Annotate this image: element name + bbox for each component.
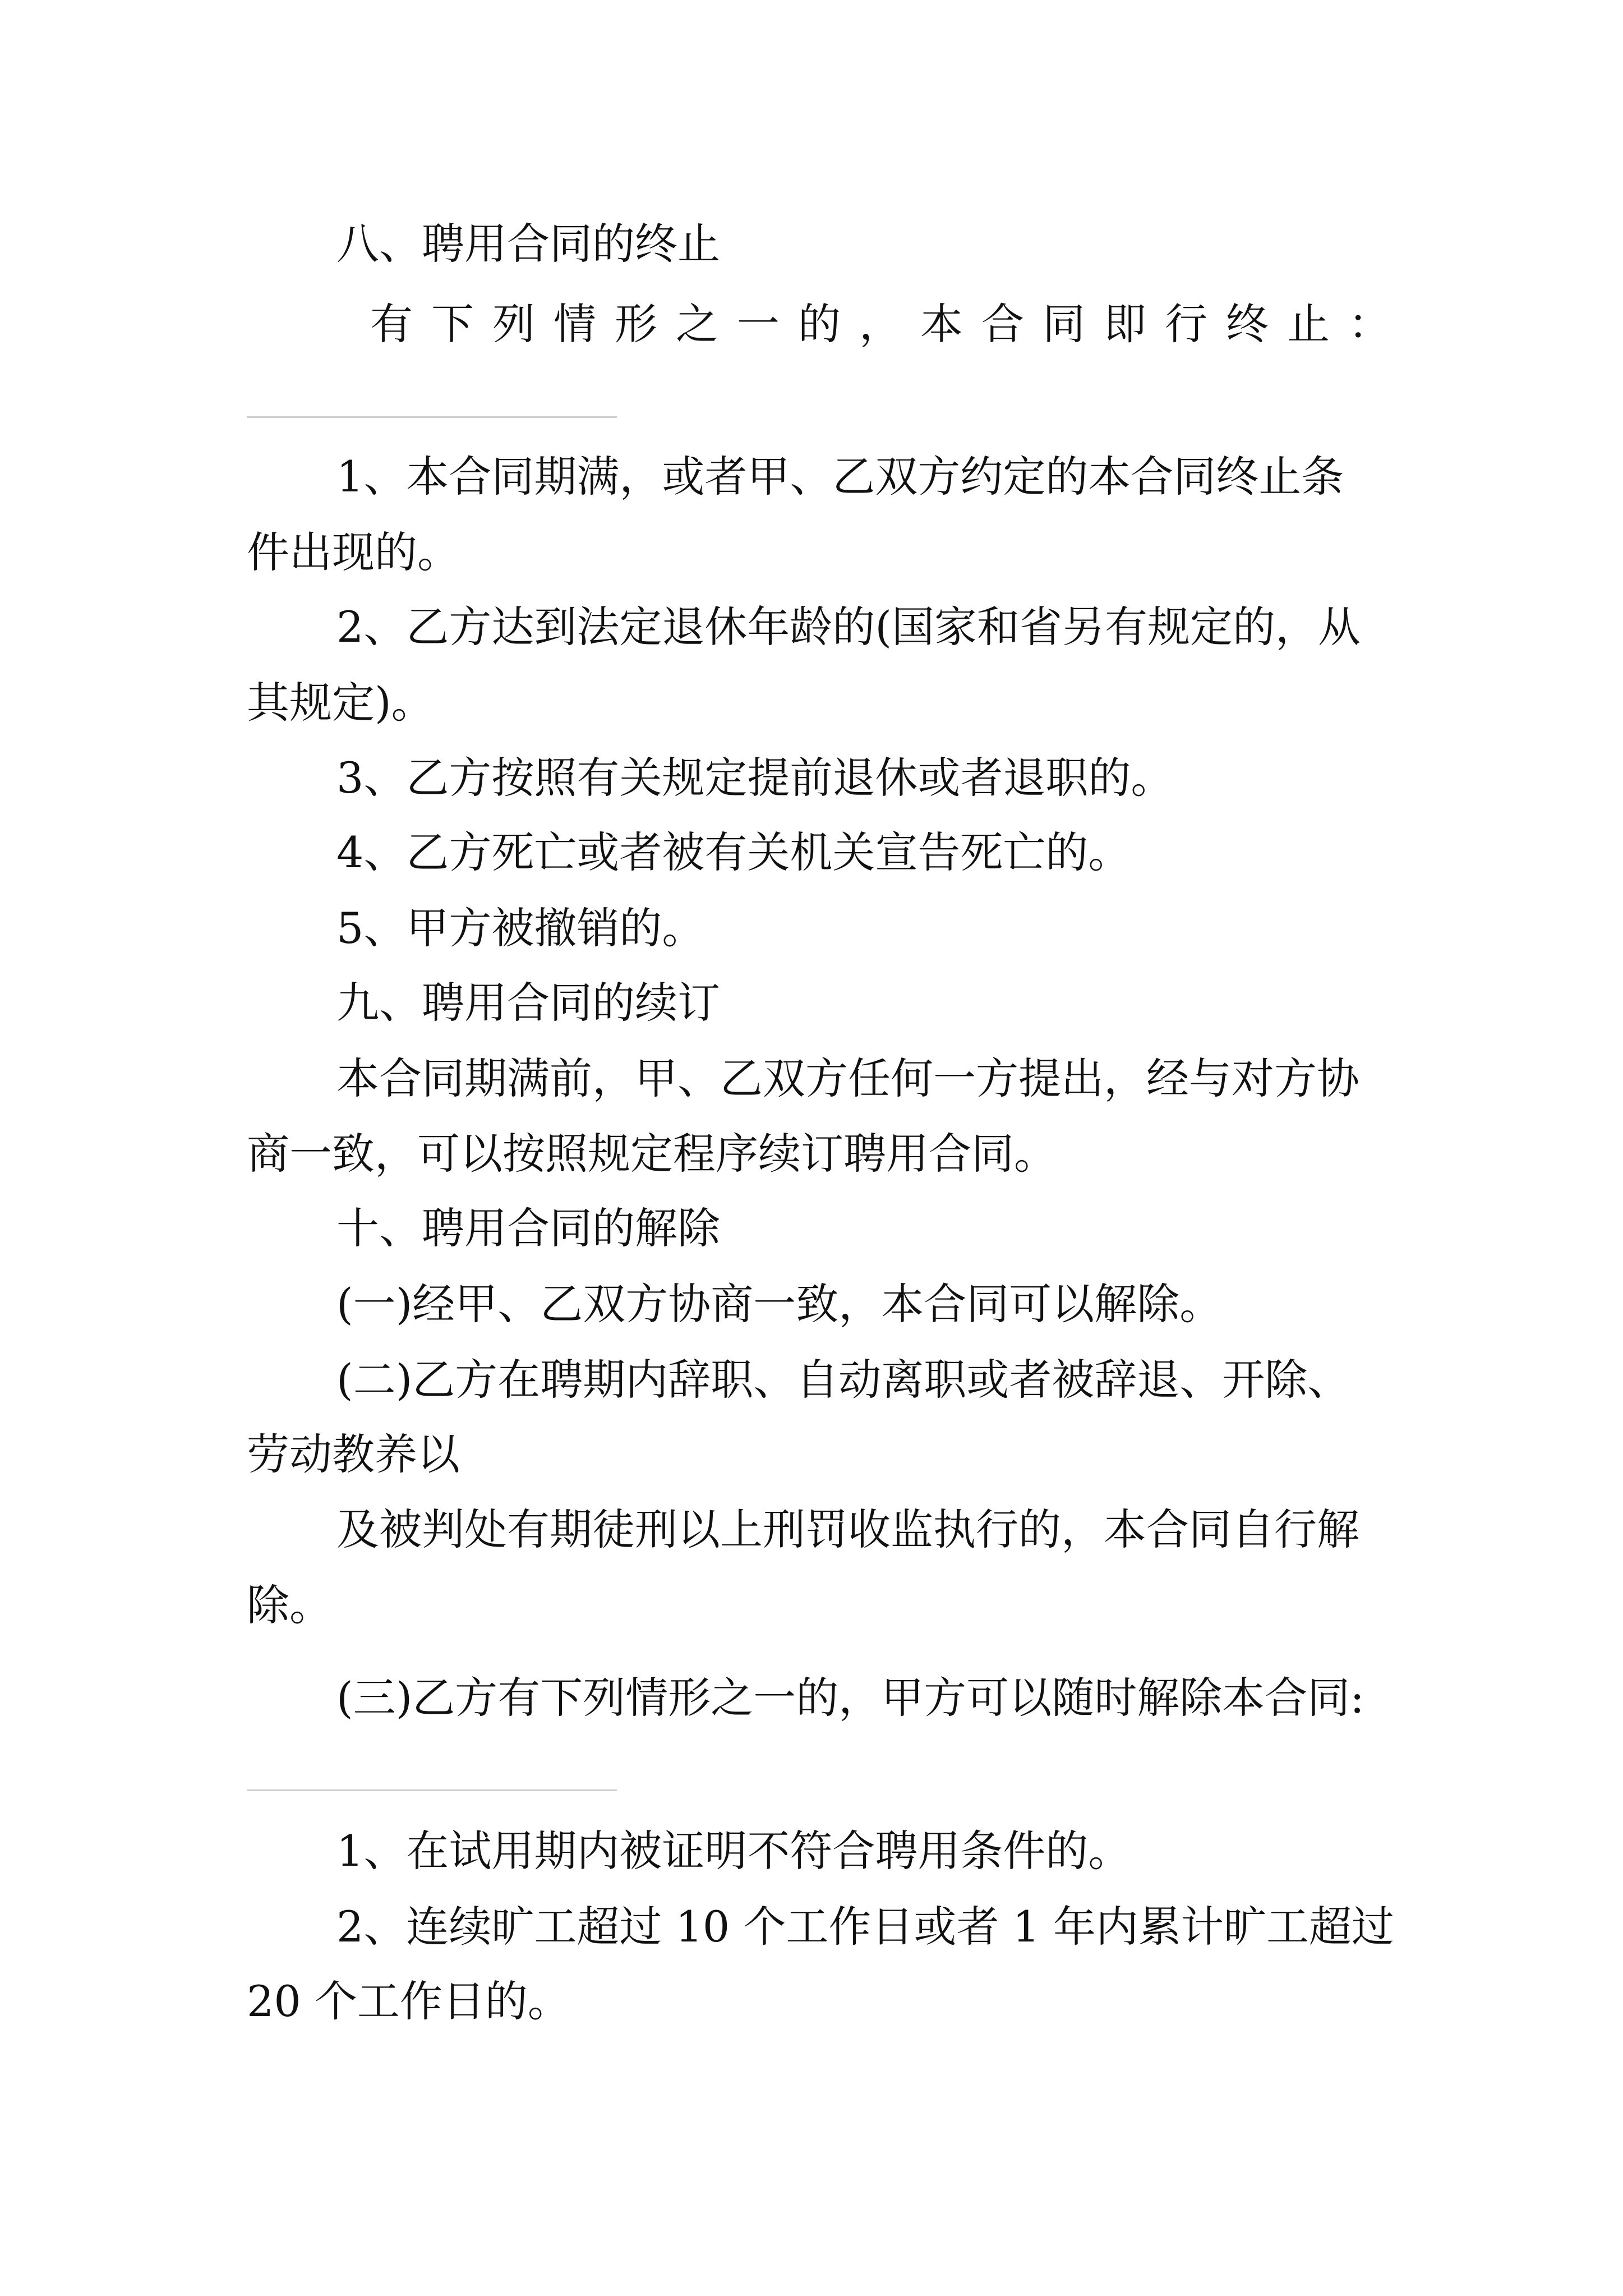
paragraph-line: 2、连续旷工超过 10 个工作日或者 1 年内累计旷工超过 [336,1902,1395,1952]
paragraph-line: 5、甲方被撤销的。 [336,903,705,953]
spaced-char: 行 [1165,299,1207,349]
spaced-char: ， [859,299,902,349]
paragraph-line: 4、乙方死亡或者被有关机关宣告死亡的。 [336,827,1131,877]
paragraph-line: 劳动教养以 [247,1429,460,1479]
paragraph-line: 1、在试用期内被证明不符合聘用条件的。 [336,1826,1131,1876]
paragraph-line: 1、本合同期满，或者甲、乙双方约定的本合同终止条 [336,452,1344,501]
spaced-char: ： [1348,299,1391,349]
spaced-char: 形 [615,299,657,349]
paragraph-line: 商一致，可以按照规定程序续订聘用合同。 [247,1129,1057,1179]
spaced-char: 本 [920,299,963,349]
paragraph-line: (三)乙方有下列情形之一的，甲方可以随时解除本合同: [336,1673,1364,1723]
spaced-char: 一 [737,299,780,349]
spaced-char: 即 [1104,299,1146,349]
paragraph-line: (二)乙方在聘期内辞职、自动离职或者被辞退、开除、 [336,1355,1350,1405]
section-heading-10: 十、聘用合同的解除 [336,1203,720,1253]
spaced-line [370,296,1391,352]
paragraph-line: 3、乙方按照有关规定提前退休或者退职的。 [336,753,1174,803]
spaced-char: 下 [431,299,474,349]
spaced-char: 之 [676,299,718,349]
paragraph-line: 本合同期满前，甲、乙双方任何一方提出，经与对方协 [336,1053,1359,1103]
spaced-char: 情 [554,299,596,349]
spaced-char: 的 [798,299,841,349]
paragraph-line: (一)经甲、乙双方协商一致，本合同可以解除。 [336,1279,1223,1329]
spaced-char: 合 [981,299,1024,349]
spaced-char: 同 [1043,299,1085,349]
section-heading-8: 八、聘用合同的终止 [336,219,720,269]
paragraph-line: 及被判处有期徒刑以上刑罚收监执行的，本合同自行解 [336,1504,1359,1554]
spaced-char: 有 [370,299,413,349]
paragraph-line: 2、乙方达到法定退休年龄的(国家和省另有规定的，从 [336,602,1361,652]
paragraph-line: 除。 [247,1580,332,1630]
paragraph-line: 20 个工作日的。 [247,1976,570,2026]
paragraph-line: 其规定)。 [247,678,434,728]
paragraph-line: 件出现的。 [247,527,460,577]
divider-line [247,416,617,418]
section-heading-9: 九、聘用合同的续订 [336,978,720,1028]
divider-line [247,1789,617,1791]
spaced-char: 列 [492,299,535,349]
spaced-char: 终 [1226,299,1269,349]
spaced-char: 止 [1287,299,1330,349]
